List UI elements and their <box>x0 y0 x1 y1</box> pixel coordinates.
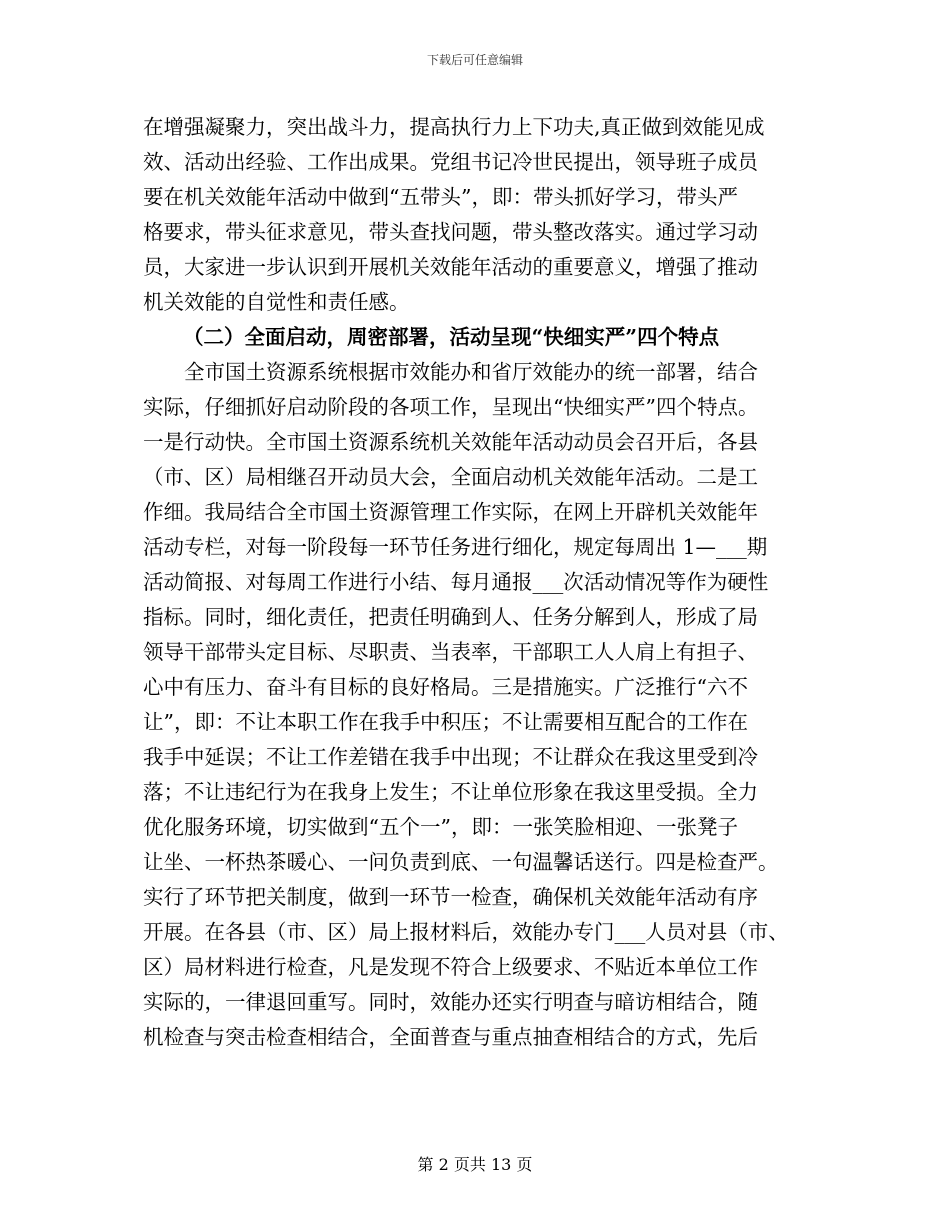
paragraph-line: 开展。在各县（市、区）局上报材料后，效能办专门___人员对县（市、 <box>143 920 789 944</box>
section-heading: （二）全面启动，周密部署，活动呈现“快细实严”四个特点 <box>183 325 720 349</box>
paragraph-line: 让”，即：不让本职工作在我手中积压；不让需要相互配合的工作在 <box>143 710 748 734</box>
paragraph-line: 落；不让违纪行为在我身上发生；不让单位形象在我这里受损。全力 <box>143 780 758 804</box>
paragraph-line: 格要求，带头征求意见，带头查找问题，带头整改落实。通过学习动 <box>143 220 758 244</box>
paragraph-line: 实际，仔细抓好启动阶段的各项工作，呈现出“快细实严”四个特点。 <box>143 395 759 419</box>
paragraph-line: 员，大家进一步认识到开展机关效能年活动的重要意义，增强了推动 <box>143 255 758 279</box>
paragraph-line: 优化服务环境，切实做到“五个一”，即：一张笑脸相迎、一张凳子 <box>143 815 738 839</box>
paragraph-line: 区）局材料进行检查，凡是发现不符合上级要求、不贴近本单位工作 <box>143 955 758 979</box>
paragraph-line: 机检查与突击检查相结合，全面普查与重点抽查相结合的方式，先后 <box>143 1025 758 1049</box>
paragraph-line: 我手中延误；不让工作差错在我手中出现；不让群众在我这里受到冷 <box>143 745 758 769</box>
paragraph-line: 要在机关效能年活动中做到“五带头”，即：带头抓好学习，带头严 <box>143 185 738 209</box>
paragraph-line: 领导干部带头定目标、尽职责、当表率，干部职工人人肩上有担子、 <box>143 640 758 664</box>
page-header: 下载后可任意编辑 <box>426 53 523 67</box>
paragraph-line: 活动专栏，对每一阶段每一环节任务进行细化，规定每周出 1—___期 <box>143 535 768 559</box>
paragraph-line: 活动简报、对每周工作进行小结、每月通报___次活动情况等作为硬性 <box>143 570 769 594</box>
paragraph-line: 让坐、一杯热茶暖心、一问负责到底、一句温馨话送行。四是检查严。 <box>143 850 779 874</box>
paragraph-line: 效、活动出经验、工作出成果。党组书记冷世民提出，领导班子成员 <box>143 150 758 174</box>
paragraph-line: 机关效能的自觉性和责任感。 <box>143 290 410 314</box>
page-number: 第 2 页共 13 页 <box>417 1155 533 1174</box>
paragraph-line: 作细。我局结合全市国土资源管理工作实际，在网上开辟机关效能年 <box>143 500 758 524</box>
document-body <box>143 110 813 1055</box>
paragraph-line: 心中有压力、奋斗有目标的良好格局。三是措施实。广泛推行“六不 <box>143 675 748 699</box>
paragraph-line: 一是行动快。全市国土资源系统机关效能年活动动员会召开后，各县 <box>143 430 758 454</box>
paragraph-line: （市、区）局相继召开动员大会，全面启动机关效能年活动。二是工 <box>143 465 758 489</box>
paragraph-line: 实际的，一律退回重写。同时，效能办还实行明查与暗访相结合，随 <box>143 990 758 1014</box>
paragraph-line: 在增强凝聚力，突出战斗力，提高执行力上下功夫,真正做到效能见成 <box>143 115 765 139</box>
paragraph-line: 指标。同时，细化责任，把责任明确到人、任务分解到人，形成了局 <box>143 605 758 629</box>
paragraph-line: 实行了环节把关制度，做到一环节一检查，确保机关效能年活动有序 <box>143 885 758 909</box>
paragraph-line: 全市国土资源系统根据市效能办和省厅效能办的统一部署，结合 <box>184 360 758 384</box>
